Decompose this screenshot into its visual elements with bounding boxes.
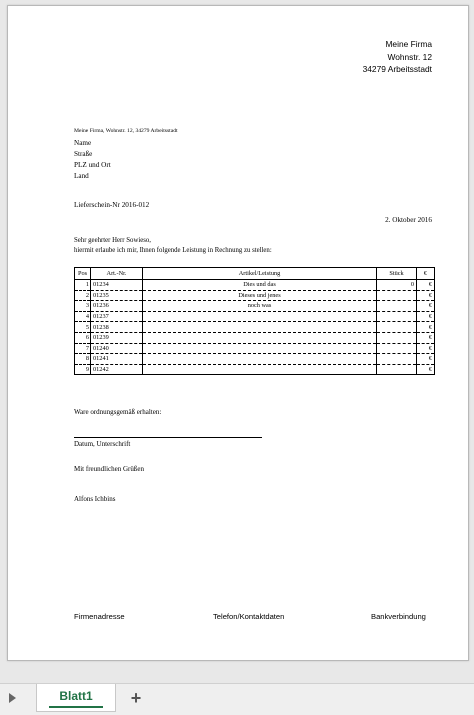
row-quantity-cell — [377, 343, 417, 354]
company-street: Wohnstr. 12 — [387, 51, 432, 62]
header-pos: Pos — [75, 268, 91, 280]
table-header-row — [75, 268, 435, 280]
items-table — [74, 267, 435, 375]
sheet-tab-blatt1[interactable] — [36, 684, 116, 712]
footer-phone: Telefon/Kontaktdaten — [213, 612, 285, 621]
row-pos-cell: 4 — [75, 311, 91, 322]
row-euro-cell: € — [417, 322, 435, 333]
row-article-number-cell: 01236 — [91, 301, 143, 312]
row-euro-cell: € — [417, 301, 435, 312]
footer-address: Firmenadresse — [74, 612, 125, 621]
company-city: 34279 Arbeitsstadt — [362, 64, 432, 74]
row-quantity-cell — [377, 322, 417, 333]
active-tab-indicator — [49, 706, 103, 708]
signature-caption: Datum, Unterschrift — [74, 440, 131, 448]
table-row — [75, 364, 435, 375]
document-page — [7, 5, 469, 661]
closing-regards: Mit freundlichen Grüßen — [74, 465, 144, 473]
table-row — [75, 322, 435, 333]
row-description-cell: Dies und das — [143, 280, 377, 291]
recipient-street: Straße — [74, 150, 93, 158]
row-quantity-cell — [377, 290, 417, 301]
row-pos-cell: 6 — [75, 332, 91, 343]
row-description-cell — [143, 343, 377, 354]
row-pos-cell: 9 — [75, 364, 91, 375]
company-name: Meine Firma — [385, 39, 432, 49]
row-article-number-cell: 01242 — [91, 364, 143, 375]
row-pos-cell: 8 — [75, 354, 91, 365]
sheet-area-background — [0, 660, 474, 683]
document-date: 2. Oktober 2016 — [385, 216, 432, 224]
sheet-tab-label: Blatt1 — [59, 689, 93, 703]
row-quantity-cell — [377, 301, 417, 312]
header-article: Artikel/Leistung — [143, 268, 377, 280]
row-euro-cell: € — [417, 311, 435, 322]
table-row — [75, 354, 435, 365]
row-description-cell — [143, 364, 377, 375]
table-row — [75, 311, 435, 322]
row-description-cell — [143, 322, 377, 333]
row-euro-cell: € — [417, 290, 435, 301]
row-quantity-cell — [377, 364, 417, 375]
salutation: Sehr geehrter Herr Sowieso, — [74, 237, 152, 244]
header-quantity: Stück — [377, 268, 417, 280]
row-article-number-cell: 01237 — [91, 311, 143, 322]
signer-name: Alfons Ichbins — [74, 495, 116, 503]
goods-received-label: Ware ordnungsgemäß erhalten: — [74, 408, 162, 416]
sender-line: Meine Firma, Wohnstr. 12, 34279 Arbeitsstadt — [74, 128, 178, 134]
table-row — [75, 290, 435, 301]
row-quantity-cell — [377, 311, 417, 322]
table-row — [75, 280, 435, 291]
intro-text: hiermit erlaube ich mir, Ihnen folgende Leistung in Rechnung zu stellen: — [74, 246, 272, 254]
table-row — [75, 301, 435, 312]
footer-bank: Bankverbindung — [371, 612, 426, 621]
row-article-number-cell: 01238 — [91, 322, 143, 333]
greeting-block — [74, 236, 272, 255]
recipient-address-block — [74, 138, 111, 182]
play-arrow-icon[interactable] — [9, 693, 16, 703]
row-euro-cell: € — [417, 364, 435, 375]
row-article-number-cell: 01241 — [91, 354, 143, 365]
sheet-tab-bar — [0, 683, 474, 715]
signature-line — [74, 437, 262, 438]
row-pos-cell: 1 — [75, 280, 91, 291]
row-description-cell: noch was — [143, 301, 377, 312]
row-pos-cell: 3 — [75, 301, 91, 312]
row-quantity-cell — [377, 354, 417, 365]
row-description-cell — [143, 332, 377, 343]
delivery-note-number: Lieferschein-Nr 2016-012 — [74, 201, 150, 209]
table-row — [75, 332, 435, 343]
row-euro-cell: € — [417, 343, 435, 354]
row-pos-cell: 7 — [75, 343, 91, 354]
row-article-number-cell: 01234 — [91, 280, 143, 291]
add-sheet-button[interactable]: + — [130, 688, 142, 708]
row-description-cell — [143, 311, 377, 322]
row-euro-cell: € — [417, 280, 435, 291]
row-quantity-cell: 0 — [377, 280, 417, 291]
row-pos-cell: 5 — [75, 322, 91, 333]
row-quantity-cell — [377, 332, 417, 343]
recipient-country: Land — [74, 172, 89, 180]
header-euro: € — [417, 268, 435, 280]
row-article-number-cell: 01240 — [91, 343, 143, 354]
row-description-cell — [143, 354, 377, 365]
row-pos-cell: 2 — [75, 290, 91, 301]
row-euro-cell: € — [417, 332, 435, 343]
header-article-number: Art.-Nr. — [91, 268, 143, 280]
recipient-city: PLZ und Ort — [74, 161, 111, 169]
row-article-number-cell: 01235 — [91, 290, 143, 301]
table-row — [75, 343, 435, 354]
row-article-number-cell: 01239 — [91, 332, 143, 343]
recipient-name: Name — [74, 139, 92, 147]
row-euro-cell: € — [417, 354, 435, 365]
company-address-block — [363, 38, 432, 76]
row-description-cell: Dieses und jenes — [143, 290, 377, 301]
